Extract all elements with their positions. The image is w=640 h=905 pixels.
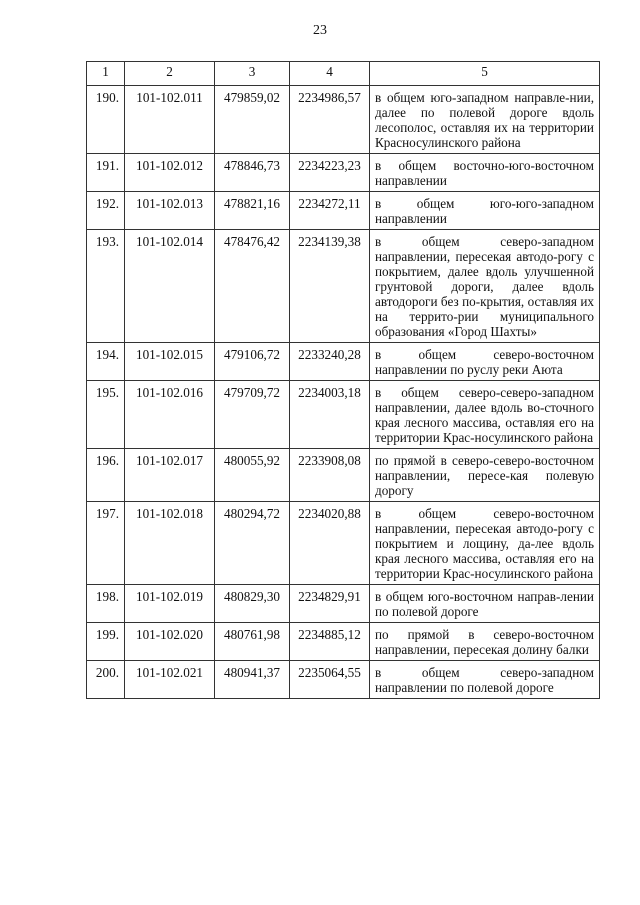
- table-row: [87, 192, 600, 230]
- point-id: 101-102.014: [125, 230, 215, 343]
- row-number: 190.: [87, 86, 125, 154]
- boundary-description: в общем северо-северо-западном направлении, далее вдоль во-сточного края лесного массива, оставляя его на территории Крас-носулинского района: [370, 381, 600, 449]
- x-coordinate: 478476,42: [215, 230, 290, 343]
- table-row: [87, 661, 600, 699]
- page-number: 23: [313, 23, 327, 38]
- point-id: 101-102.018: [125, 502, 215, 585]
- point-id: 101-102.016: [125, 381, 215, 449]
- x-coordinate: 480941,37: [215, 661, 290, 699]
- row-number: 197.: [87, 502, 125, 585]
- y-coordinate: 2233908,08: [290, 449, 370, 502]
- table-row: [87, 154, 600, 192]
- table-row: [87, 230, 600, 343]
- table-row: [87, 449, 600, 502]
- x-coordinate: 480761,98: [215, 623, 290, 661]
- x-coordinate: 478846,73: [215, 154, 290, 192]
- x-coordinate: 480055,92: [215, 449, 290, 502]
- table-header-row: [87, 62, 600, 86]
- y-coordinate: 2234020,88: [290, 502, 370, 585]
- x-coordinate: 480294,72: [215, 502, 290, 585]
- table-row: [87, 343, 600, 381]
- y-coordinate: 2234003,18: [290, 381, 370, 449]
- row-number: 200.: [87, 661, 125, 699]
- column-header-description: 5: [370, 62, 600, 86]
- point-id: 101-102.021: [125, 661, 215, 699]
- column-header-point-id: 2: [125, 62, 215, 86]
- row-number: 193.: [87, 230, 125, 343]
- y-coordinate: 2234223,23: [290, 154, 370, 192]
- table-row: [87, 86, 600, 154]
- boundary-description: в общем северо-восточном направлении по руслу реки Аюта: [370, 343, 600, 381]
- row-number: 199.: [87, 623, 125, 661]
- y-coordinate: 2235064,55: [290, 661, 370, 699]
- point-id: 101-102.019: [125, 585, 215, 623]
- table-row: [87, 381, 600, 449]
- boundary-description: в общем восточно-юго-восточном направлении: [370, 154, 600, 192]
- x-coordinate: 479859,02: [215, 86, 290, 154]
- row-number: 192.: [87, 192, 125, 230]
- row-number: 194.: [87, 343, 125, 381]
- column-header-x-coordinate: 3: [215, 62, 290, 86]
- point-id: 101-102.020: [125, 623, 215, 661]
- point-id: 101-102.012: [125, 154, 215, 192]
- boundary-description: в общем северо-восточном направлении, пересекая автодо-рогу с покрытием и лощину, да-лее вдоль края лесного массива, оставляя его на территории Крас-носулинского района: [370, 502, 600, 585]
- x-coordinate: 479106,72: [215, 343, 290, 381]
- point-id: 101-102.017: [125, 449, 215, 502]
- table-row: [87, 623, 600, 661]
- x-coordinate: 480829,30: [215, 585, 290, 623]
- boundary-description: в общем северо-западном направлении по полевой дороге: [370, 661, 600, 699]
- point-id: 101-102.011: [125, 86, 215, 154]
- row-number: 196.: [87, 449, 125, 502]
- boundary-description: в общем северо-западном направлении, пересекая автодо-рогу с покрытием, далее вдоль улучшенной грунтовой дороги, далее вдоль автодороги без по-крытия, оставляя их на террито-рии муниципального образования «Город Шахты»: [370, 230, 600, 343]
- point-id: 101-102.015: [125, 343, 215, 381]
- y-coordinate: 2234829,91: [290, 585, 370, 623]
- row-number: 198.: [87, 585, 125, 623]
- boundary-description: в общем юго-западном направле-нии, далее по полевой дороге вдоль лесополос, оставляя их на территории Красносулинского района: [370, 86, 600, 154]
- boundary-description: в общем юго-восточном направ-лении по полевой дороге: [370, 585, 600, 623]
- row-number: 195.: [87, 381, 125, 449]
- table-row: [87, 585, 600, 623]
- boundary-description: по прямой в северо-северо-восточном направлении, пересе-кая полевую дорогу: [370, 449, 600, 502]
- y-coordinate: 2234885,12: [290, 623, 370, 661]
- x-coordinate: 478821,16: [215, 192, 290, 230]
- x-coordinate: 479709,72: [215, 381, 290, 449]
- column-header-y-coordinate: 4: [290, 62, 370, 86]
- boundary-description: в общем юго-юго-западном направлении: [370, 192, 600, 230]
- boundary-coordinates-table: [86, 61, 600, 699]
- column-header-number: 1: [87, 62, 125, 86]
- boundary-description: по прямой в северо-восточном направлении, пересекая долину балки: [370, 623, 600, 661]
- y-coordinate: 2234139,38: [290, 230, 370, 343]
- row-number: 191.: [87, 154, 125, 192]
- point-id: 101-102.013: [125, 192, 215, 230]
- y-coordinate: 2233240,28: [290, 343, 370, 381]
- y-coordinate: 2234986,57: [290, 86, 370, 154]
- table-row: [87, 502, 600, 585]
- y-coordinate: 2234272,11: [290, 192, 370, 230]
